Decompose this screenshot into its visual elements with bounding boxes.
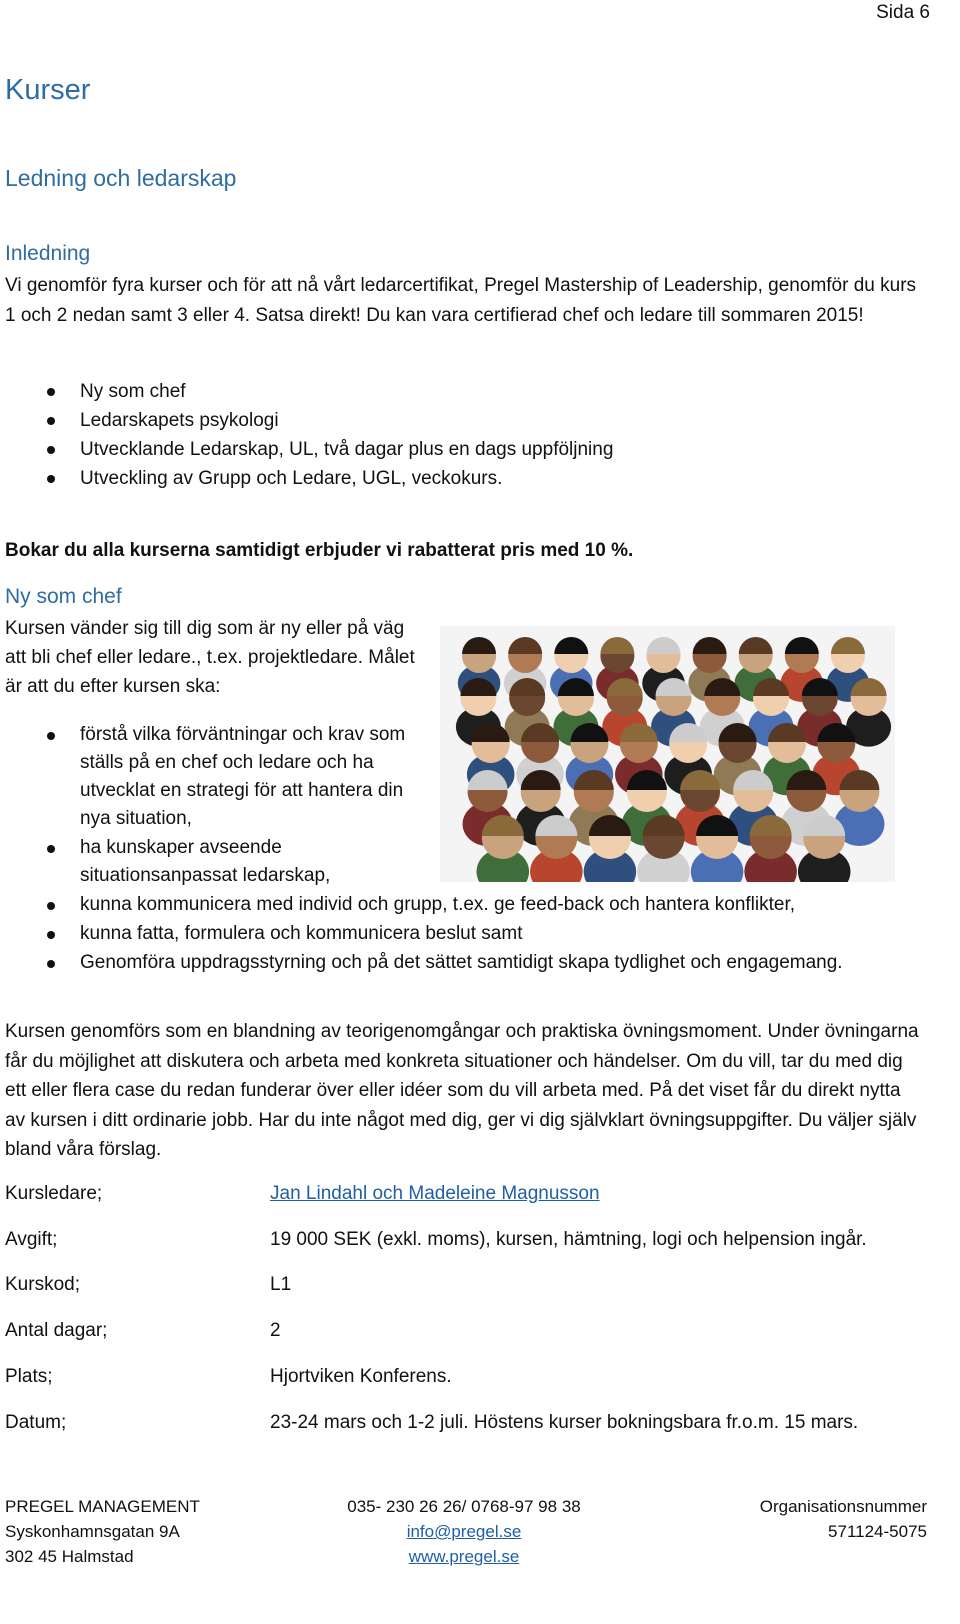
footer-address: [5, 1494, 200, 1569]
code-label: Kurskod;: [5, 1274, 80, 1295]
place-value: Hjortviken Konferens.: [270, 1366, 452, 1387]
intro-title: Inledning: [5, 242, 91, 265]
course-intro: Kursen vänder sig till dig som är ny eller på väg att bli chef eller ledare., t.ex. projektledare. Målet är att du efter kursen ska:: [5, 618, 415, 697]
email-link[interactable]: info@pregel.se: [406, 1522, 522, 1541]
list-item: Utveckling av Grupp och Ledare, UGL, veckokurs.: [5, 464, 930, 493]
page-title: Kurser: [5, 74, 91, 106]
days-label: Antal dagar;: [5, 1320, 108, 1341]
days-value: 2: [270, 1320, 281, 1341]
fee-value: 19 000 SEK (exkl. moms), kursen, hämtning, logi och helpension ingår.: [270, 1229, 867, 1250]
date-label: Datum;: [5, 1412, 67, 1433]
list-item: kunna fatta, formulera och kommunicera beslut samt: [5, 920, 930, 948]
page-number: Sida 6: [876, 2, 930, 23]
date-value: 23-24 mars och 1-2 juli. Höstens kurser bokningsbara fr.o.m. 15 mars.: [270, 1412, 859, 1433]
place-label: Plats;: [5, 1366, 53, 1387]
list-item: Ny som chef: [5, 377, 930, 406]
list-item: ha kunskaper avseende situationsanpassat ledarskap,: [5, 834, 410, 890]
section-title: Ledning och ledarskap: [5, 165, 237, 191]
course-list: [5, 377, 930, 493]
city-address: 302 45 Halmstad: [5, 1547, 134, 1566]
list-item: förstå vilka förväntningar och krav som ställs på en chef och ledare och ha utvecklat en strategi för att hantera din nya situation,: [5, 721, 410, 833]
goals-list: [5, 721, 930, 978]
course-title: Ny som chef: [5, 585, 122, 608]
code-value: L1: [270, 1274, 292, 1295]
list-item: kunna kommunicera med individ och grupp, t.ex. ge feed-back och hantera konflikter,: [5, 891, 930, 919]
list-item: Ledarskapets psykologi: [5, 406, 930, 435]
discount-note: Bokar du alla kurserna samtidigt erbjuder vi rabatterat pris med 10 %.: [5, 540, 634, 561]
company-name: PREGEL MANAGEMENT: [5, 1497, 200, 1516]
list-item: Genomföra uppdragsstyrning och på det sättet samtidigt skapa tydlighet och engagemang.: [5, 949, 930, 977]
intro-text: Vi genomför fyra kurser och för att nå vårt ledarcertifikat, Pregel Mastership of Leadership, genomför du kurs 1 och 2 nedan samt 3 eller 4. Satsa direkt! Du kan vara certifierad chef och ledare till sommaren 2015!: [5, 275, 917, 326]
website-link[interactable]: www.pregel.se: [408, 1547, 520, 1566]
footer-contact: [339, 1494, 589, 1569]
org-number: 571124-5075: [828, 1522, 927, 1541]
fee-label: Avgift;: [5, 1229, 58, 1250]
org-label: Organisationsnummer: [759, 1497, 927, 1516]
list-item: Utvecklande Ledarskap, UL, två dagar plus en dags uppföljning: [5, 435, 930, 464]
course-description: Kursen genomförs som en blandning av teorigenomgångar och praktiska övningsmoment. Under övningarna får du möjlighet att diskutera och arbeta med konkreta situationer och händelser. Om du vill, tar du med dig ett eller flera case du redan funderar över eller idéer som du vill arbeta med. På det viset får du direkt nytta av kursen i ditt ordinarie jobb. Har du inte något med dig, ger vi dig självklart övningsuppgifter. Du väljer själv bland våra förslag.: [5, 1021, 919, 1160]
street-address: Syskonhamnsgatan 9A: [5, 1522, 180, 1541]
leaders-link[interactable]: Jan Lindahl och Madeleine Magnusson: [270, 1183, 600, 1204]
phone-number: 035- 230 26 26/ 0768-97 98 38: [347, 1497, 581, 1516]
leaders-label: Kursledare;: [5, 1183, 103, 1204]
footer-org: [760, 1494, 927, 1544]
